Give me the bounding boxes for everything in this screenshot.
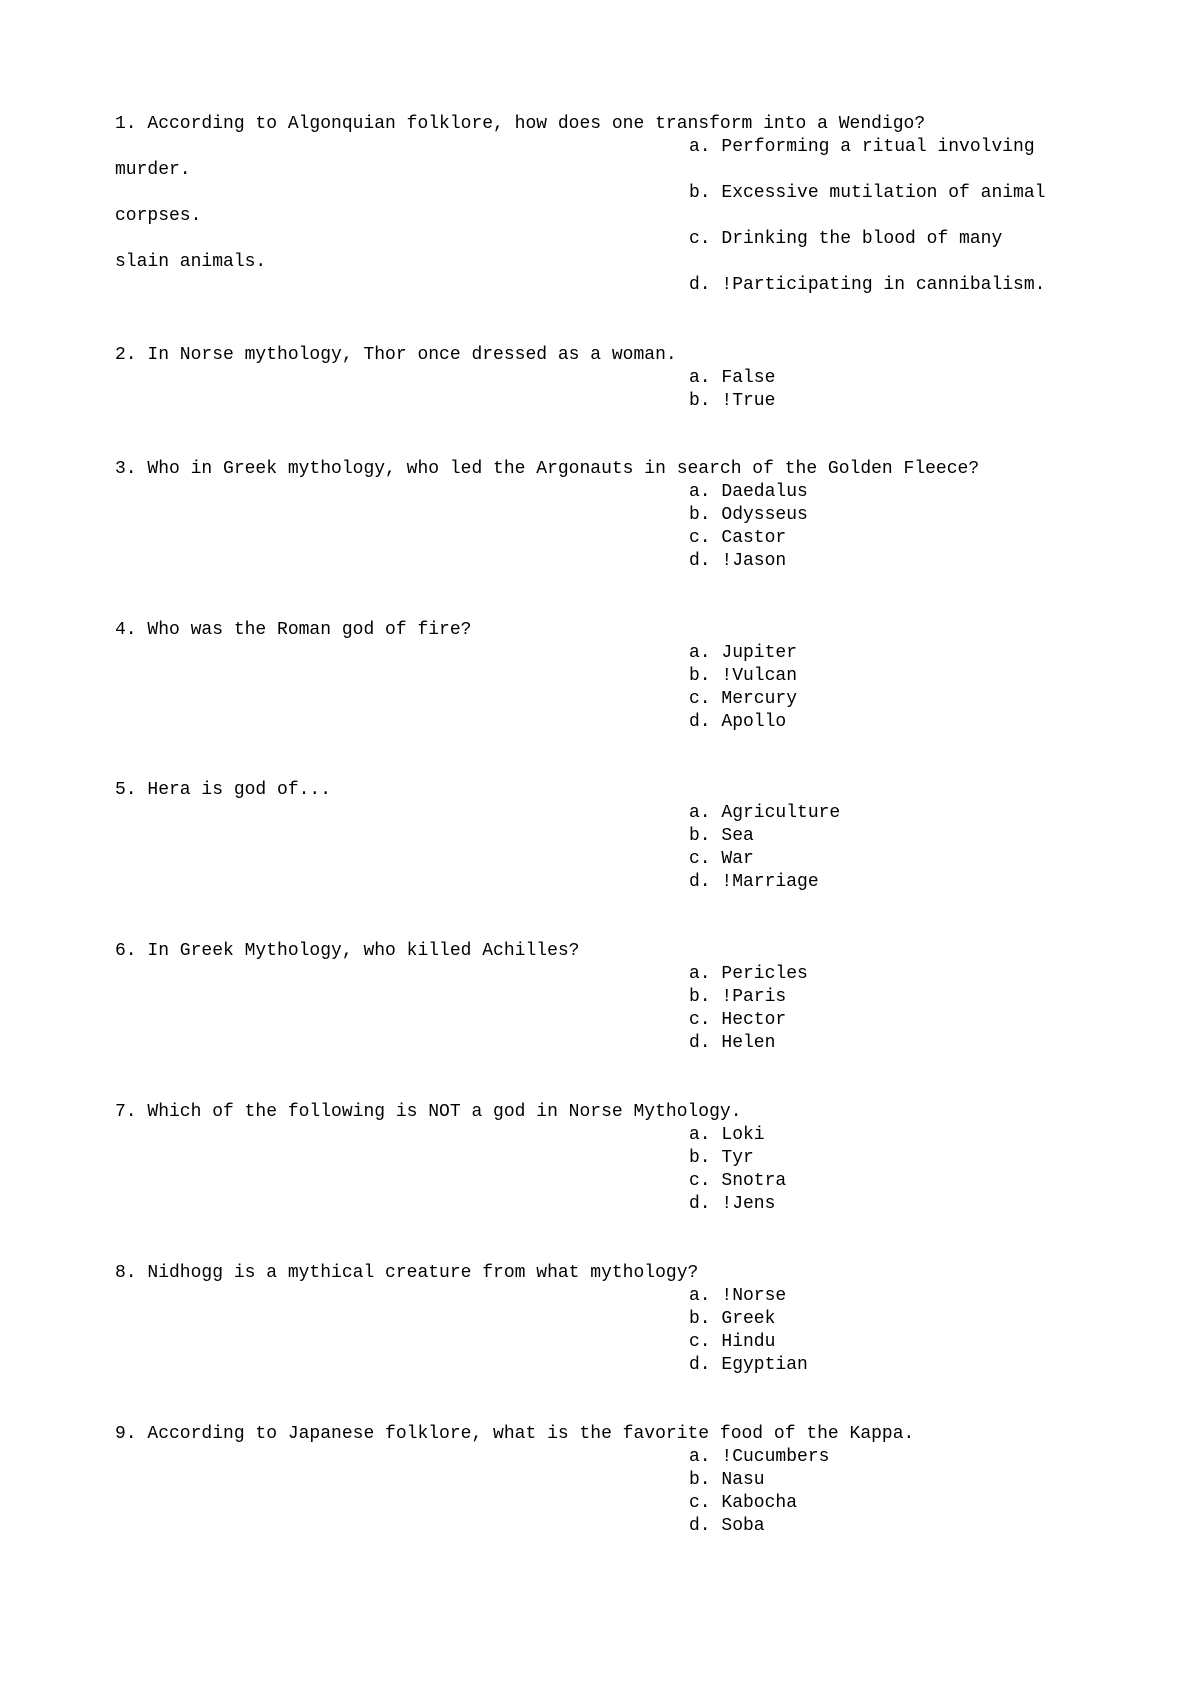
question-6-answer-c: c. Hector bbox=[689, 1010, 787, 1030]
question-1-answer-a-wrap: murder. bbox=[115, 160, 191, 180]
question-5-text: 5. Hera is god of... bbox=[115, 780, 332, 800]
question-7-answer-c: c. Snotra bbox=[689, 1171, 787, 1191]
question-7-answer-a: a. Loki bbox=[689, 1125, 765, 1145]
question-8-answer-c: c. Hindu bbox=[689, 1332, 776, 1352]
question-6-answer-a: a. Pericles bbox=[689, 964, 808, 984]
question-9-answer-a: a. !Cucumbers bbox=[689, 1447, 830, 1467]
question-2-text: 2. In Norse mythology, Thor once dressed as a woman. bbox=[115, 345, 677, 365]
question-4-answer-d: d. Apollo bbox=[689, 712, 787, 732]
question-1-text: 1. According to Algonquian folklore, how does one transform into a Wendigo? bbox=[115, 114, 926, 134]
question-9-answer-d: d. Soba bbox=[689, 1516, 765, 1536]
question-3-answer-b: b. Odysseus bbox=[689, 505, 808, 525]
question-4-text: 4. Who was the Roman god of fire? bbox=[115, 620, 472, 640]
question-7-answer-d: d. !Jens bbox=[689, 1194, 776, 1214]
question-1-answer-c: c. Drinking the blood of many bbox=[689, 229, 1003, 249]
question-1-answer-b: b. Excessive mutilation of animal bbox=[689, 183, 1046, 203]
question-5-answer-d: d. !Marriage bbox=[689, 872, 819, 892]
question-8-answer-d: d. Egyptian bbox=[689, 1355, 808, 1375]
question-4-answer-a: a. Jupiter bbox=[689, 643, 798, 663]
question-3-text: 3. Who in Greek mythology, who led the Argonauts in search of the Golden Fleece? bbox=[115, 459, 980, 479]
question-5-answer-b: b. Sea bbox=[689, 826, 754, 846]
question-1-answer-c-wrap: slain animals. bbox=[115, 252, 267, 272]
question-9-text: 9. According to Japanese folklore, what is the favorite food of the Kappa. bbox=[115, 1424, 915, 1444]
question-8-text: 8. Nidhogg is a mythical creature from what mythology? bbox=[115, 1263, 699, 1283]
question-3-answer-d: d. !Jason bbox=[689, 551, 787, 571]
question-5-answer-c: c. War bbox=[689, 849, 754, 869]
question-9-answer-c: c. Kabocha bbox=[689, 1493, 798, 1513]
question-4-answer-c: c. Mercury bbox=[689, 689, 798, 709]
question-8-answer-a: a. !Norse bbox=[689, 1286, 787, 1306]
question-5-answer-a: a. Agriculture bbox=[689, 803, 841, 823]
question-3-answer-c: c. Castor bbox=[689, 528, 787, 548]
question-2-answer-b: b. !True bbox=[689, 391, 776, 411]
question-6-answer-b: b. !Paris bbox=[689, 987, 787, 1007]
question-1-answer-a: a. Performing a ritual involving bbox=[689, 137, 1035, 157]
question-2-answer-a: a. False bbox=[689, 368, 776, 388]
question-7-text: 7. Which of the following is NOT a god in Norse Mythology. bbox=[115, 1102, 742, 1122]
question-6-text: 6. In Greek Mythology, who killed Achilles? bbox=[115, 941, 580, 961]
question-8-answer-b: b. Greek bbox=[689, 1309, 776, 1329]
question-9-answer-b: b. Nasu bbox=[689, 1470, 765, 1490]
question-6-answer-d: d. Helen bbox=[689, 1033, 776, 1053]
question-1-answer-b-wrap: corpses. bbox=[115, 206, 202, 226]
question-7-answer-b: b. Tyr bbox=[689, 1148, 754, 1168]
question-4-answer-b: b. !Vulcan bbox=[689, 666, 798, 686]
question-1-answer-d: d. !Participating in cannibalism. bbox=[689, 275, 1046, 295]
question-3-answer-a: a. Daedalus bbox=[689, 482, 808, 502]
